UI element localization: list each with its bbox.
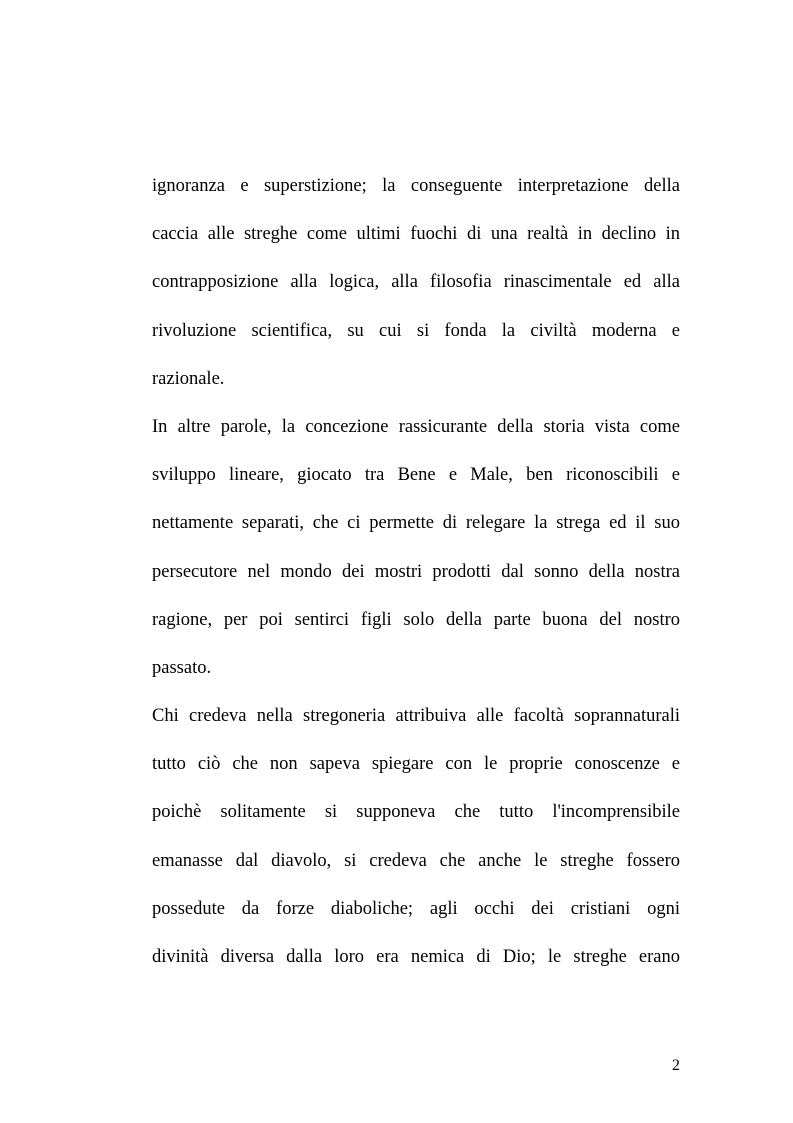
text-line: Chi credeva nella stregoneria attribuiva alle facoltà soprannaturali bbox=[152, 706, 680, 727]
text-line: nettamente separati, che ci permette di relegare la strega ed il suo bbox=[152, 513, 680, 534]
text-line: sviluppo lineare, giocato tra Bene e Male, ben riconoscibili e bbox=[152, 465, 680, 486]
text-line: rivoluzione scientifica, su cui si fonda la civiltà moderna e bbox=[152, 320, 680, 341]
text-line: emanasse dal diavolo, si credeva che anche le streghe fossero bbox=[152, 850, 680, 871]
paragraph-3 bbox=[152, 692, 680, 981]
paragraph-1 bbox=[152, 162, 680, 403]
text-line: caccia alle streghe come ultimi fuochi di una realtà in declino in bbox=[152, 224, 680, 245]
page-number: 2 bbox=[672, 1057, 680, 1074]
text-line: tutto ciò che non sapeva spiegare con le proprie conoscenze e bbox=[152, 754, 680, 775]
text-line: ignoranza e superstizione; la conseguente interpretazione della bbox=[152, 176, 680, 196]
text-line: passato. bbox=[152, 657, 212, 678]
paragraph-2 bbox=[152, 403, 680, 692]
text-line: In altre parole, la concezione rassicurante della storia vista come bbox=[152, 416, 680, 437]
text-line: persecutore nel mondo dei mostri prodotti dal sonno della nostra bbox=[152, 561, 680, 582]
text-line: possedute da forze diaboliche; agli occhi dei cristiani ogni bbox=[152, 898, 680, 919]
text-line: divinità diversa dalla loro era nemica di Dio; le streghe erano bbox=[152, 947, 680, 967]
text-line: razionale. bbox=[152, 368, 225, 389]
text-line: ragione, per poi sentirci figli solo della parte buona del nostro bbox=[152, 609, 680, 630]
text-line: contrapposizione alla logica, alla filosofia rinascimentale ed alla bbox=[152, 272, 680, 293]
body-text bbox=[152, 162, 680, 981]
text-line: poichè solitamente si supponeva che tutto l'incomprensibile bbox=[152, 802, 680, 823]
